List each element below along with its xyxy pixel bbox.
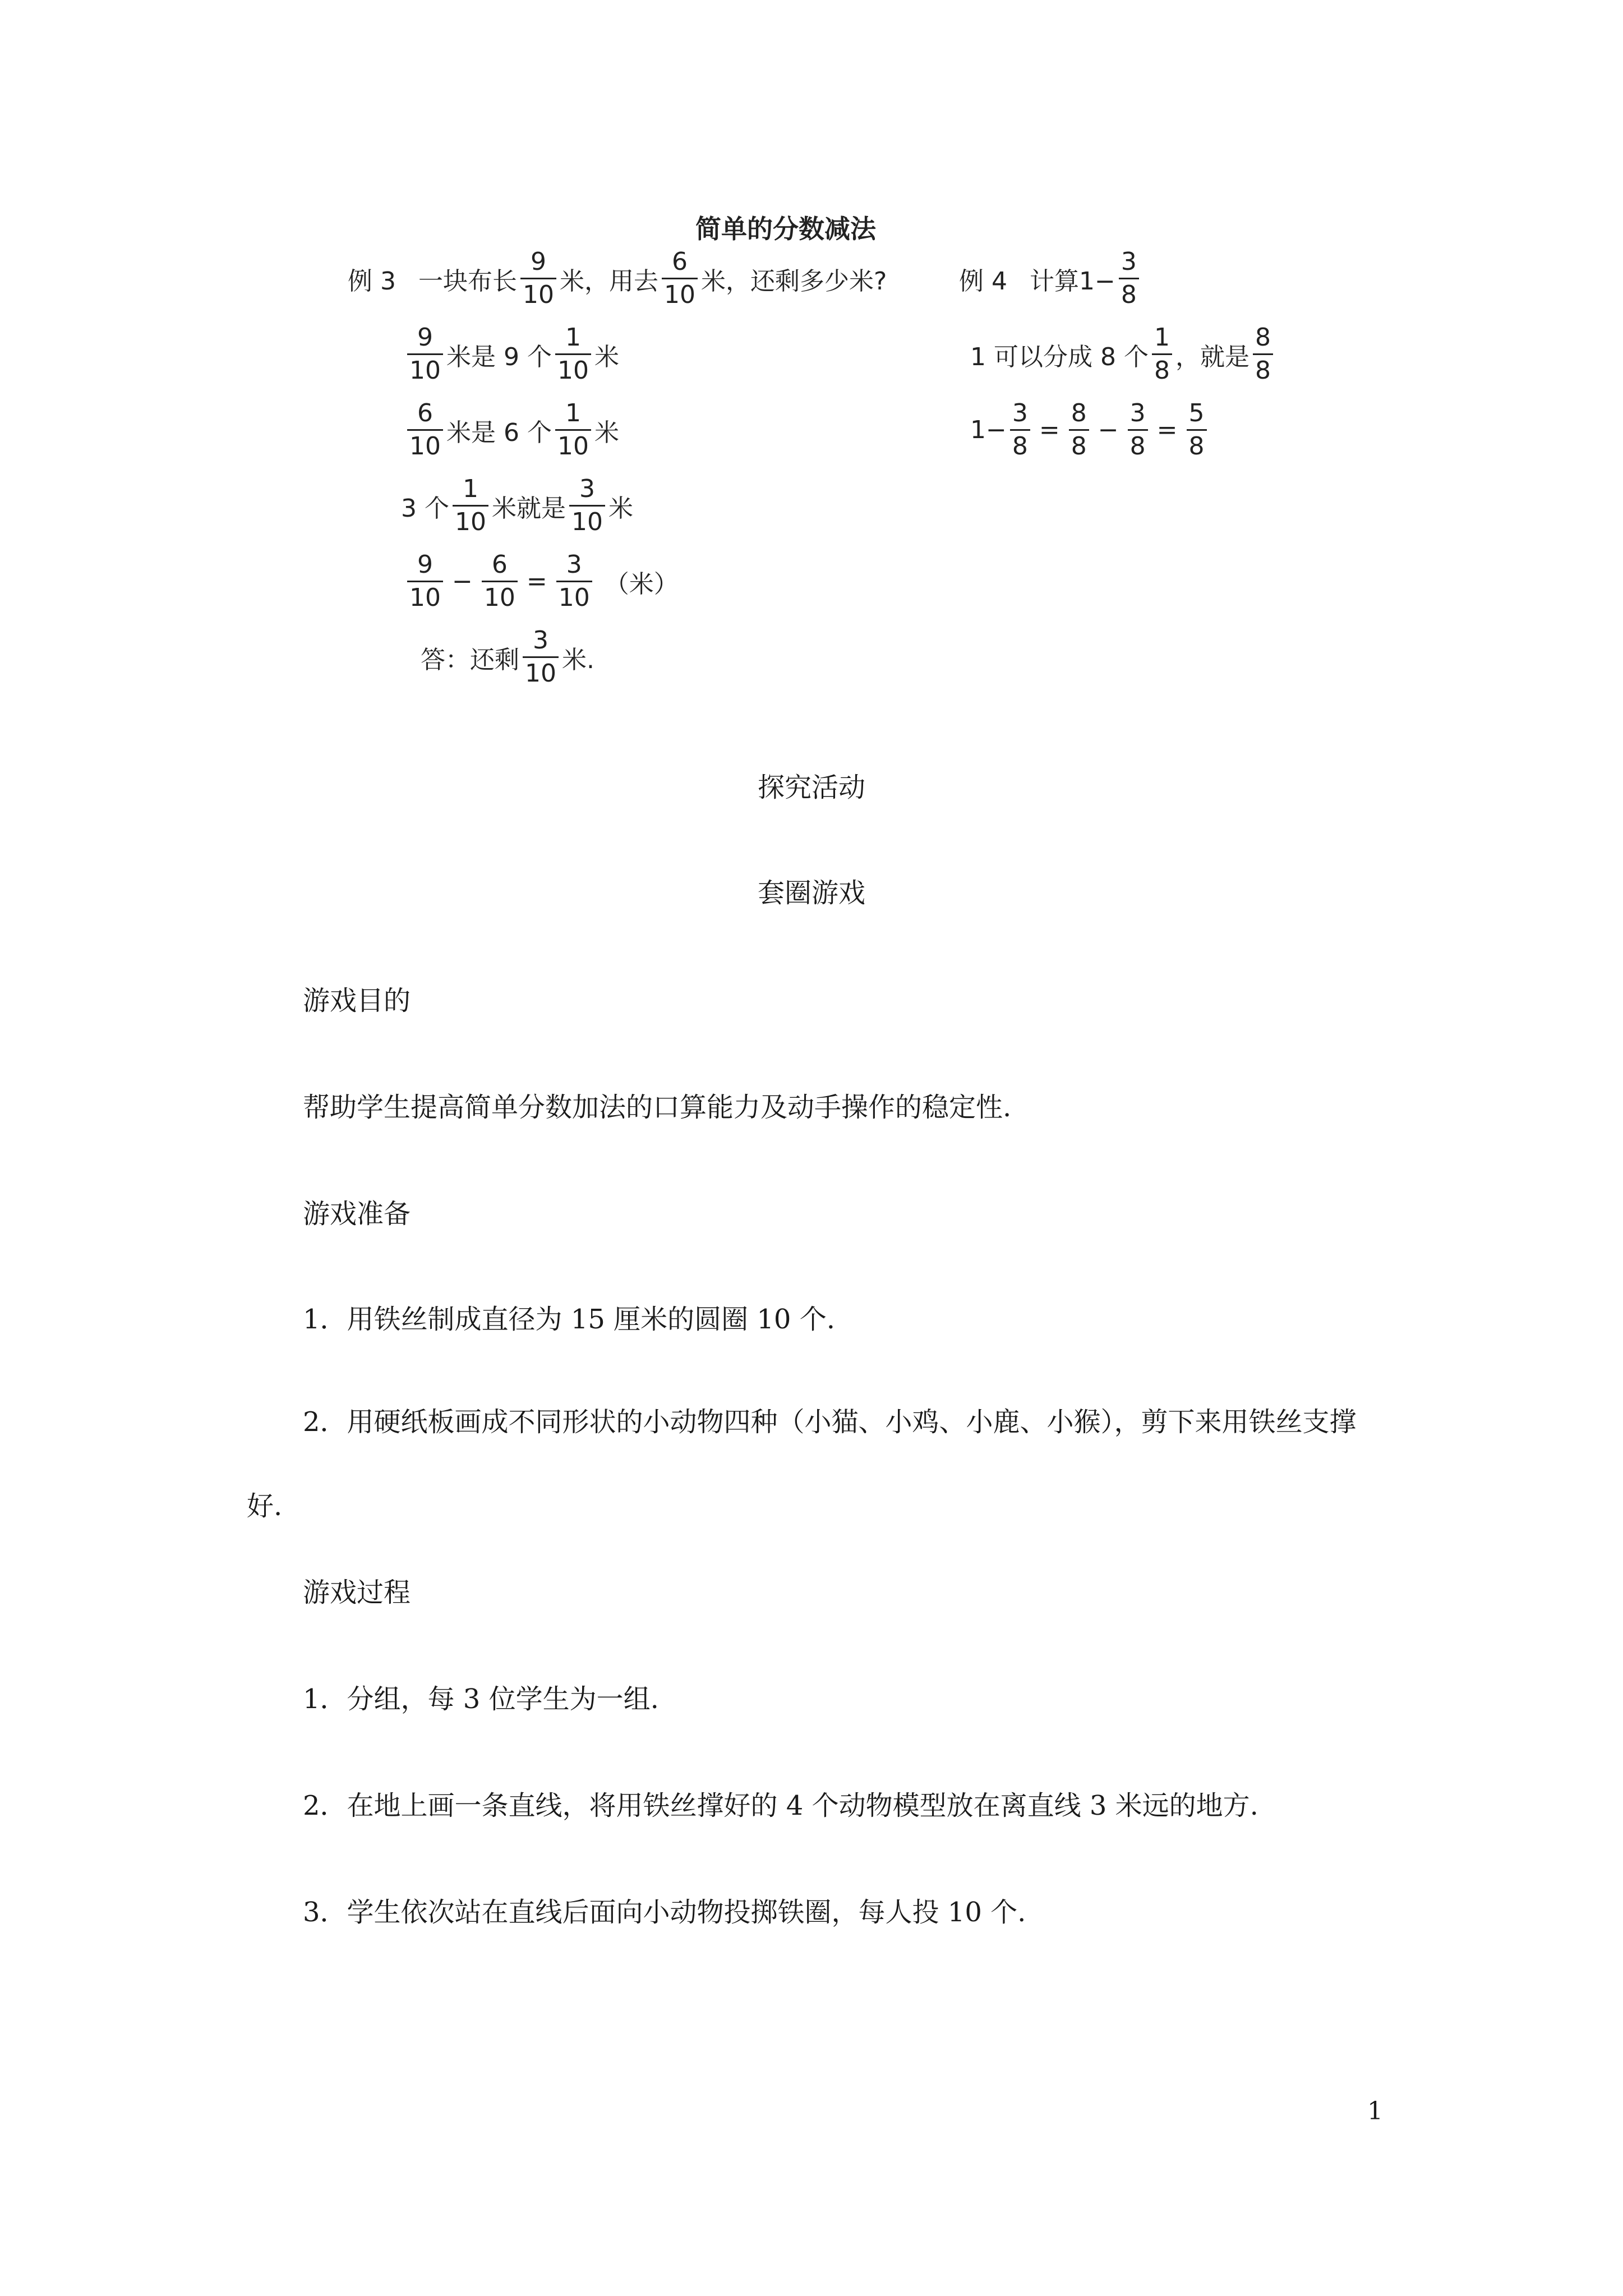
fraction: $\frac{1}{10}$ (555, 401, 591, 459)
example3-step-1: $\frac{9}{10}$ 米是 9 个 $\frac{1}{10}$ 米 (404, 325, 619, 383)
fraction: $\frac{1}{10}$ (555, 325, 591, 383)
example3-step-2: $\frac{6}{10}$ 米是 6 个 $\frac{1}{10}$ 米 (404, 401, 619, 459)
page-number: 1 (1367, 2097, 1383, 2125)
fraction: $\frac{1}{8}$ (1152, 325, 1172, 383)
fraction: $\frac{8}{8}$ (1253, 325, 1273, 383)
fraction: $\frac{6}{10}$ (482, 553, 518, 610)
heading-ring-toss-game: 套圈游戏 (757, 877, 865, 909)
example3-equation: $\frac{9}{10}$ − $\frac{6}{10}$ = $\frac{3}{10}$ （米） (404, 553, 679, 610)
fraction: $\frac{3}{8}$ (1128, 401, 1148, 459)
example4-question (959, 247, 1142, 309)
heading-exploration-activity: 探究活动 (757, 772, 865, 803)
fraction: $\frac{3}{10}$ (569, 477, 605, 535)
fraction: $\frac{9}{10}$ (407, 325, 443, 383)
example4-step-1: 1 可以分成 8 个 $\frac{1}{8}$ ，就是 $\frac{8}{8}$ (970, 325, 1276, 383)
example3-answer: 答：还剩 $\frac{3}{10}$ 米. (421, 626, 594, 688)
fraction: $\frac{1}{10}$ (453, 477, 488, 535)
process-item-2: 2．在地上画一条直线，将用铁丝撑好的 4 个动物模型放在离直线 3 米远的地方. (303, 1790, 1258, 1821)
process-item-3: 3．学生依次站在直线后面向小动物投掷铁圈，每人投 10 个. (303, 1897, 1026, 1928)
preparation-item-2: 2．用硬纸板画成不同形状的小动物四种（小猫、小鸡、小鹿、小猴），剪下来用铁丝支撑好. (247, 1406, 1357, 1522)
fraction: $\frac{8}{8}$ (1069, 401, 1089, 459)
example4-label: 例 4 (959, 266, 1007, 296)
fraction: $\frac{3}{8}$ (1119, 250, 1139, 307)
fraction: $\frac{3}{10}$ (556, 553, 592, 610)
example3-question (348, 247, 887, 309)
fraction: $\frac{3}{8}$ (1010, 401, 1030, 459)
purpose-body: 帮助学生提高简单分数加法的口算能力及动手操作的稳定性. (303, 1092, 1012, 1123)
fraction: $\frac{9}{10}$ (407, 553, 443, 610)
fraction: $\frac{6}{10}$ (407, 401, 443, 459)
fraction: $\frac{9}{10}$ (520, 250, 556, 307)
example3-label: 例 3 (348, 266, 396, 296)
fraction: $\frac{5}{8}$ (1187, 401, 1207, 459)
fraction: $\frac{6}{10}$ (662, 250, 698, 307)
section-title-purpose: 游戏目的 (303, 985, 411, 1016)
section-title-preparation: 游戏准备 (303, 1198, 411, 1230)
example3-step-3: 3 个 $\frac{1}{10}$ 米就是 $\frac{3}{10}$ 米 (401, 475, 633, 536)
preparation-item-1: 1．用铁丝制成直径为 15 厘米的圆圈 10 个. (303, 1304, 835, 1335)
figure-title: 简单的分数减法 (695, 214, 876, 244)
example3-text-2: 米，用去 (559, 266, 658, 296)
section-title-process: 游戏过程 (303, 1577, 411, 1608)
example4-equation: 1− $\frac{3}{8}$ = $\frac{8}{8}$ − $\frac{3}{8}$ = $\frac{5}{8}$ (970, 401, 1210, 459)
process-item-1: 1．分组，每 3 位学生为一组. (303, 1683, 659, 1715)
example3-text-3: 米，还剩多少米? (700, 266, 887, 296)
example4-text-1: 计算1− (1029, 266, 1115, 296)
fraction: $\frac{3}{10}$ (523, 628, 559, 686)
example3-text-1: 一块布长 (418, 266, 517, 296)
worked-examples-figure (336, 196, 1290, 729)
